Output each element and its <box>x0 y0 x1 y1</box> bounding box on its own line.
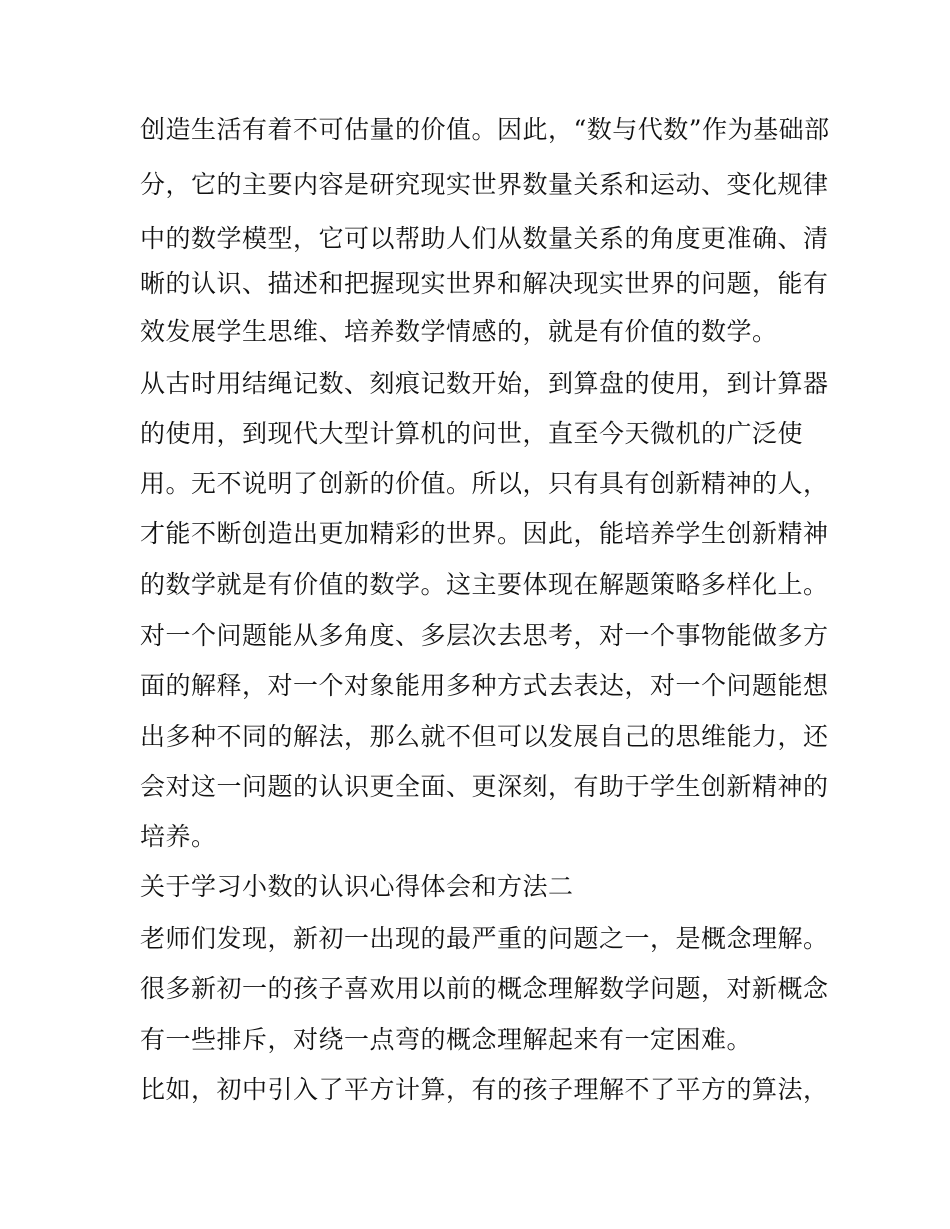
text-line: 分，它的主要内容是研究现实世界数量关系和运动、变化规律 <box>140 170 829 199</box>
text-line: 效发展学生思维、培养数学情感的，就是有价值的数学。 <box>140 317 778 346</box>
text-line: 晰的认识、描述和把握现实世界和解决现实世界的问题，能有 <box>140 269 829 298</box>
text-line: 从古时用结绳记数、刻痕记数开始，到算盘的使用，到计算器 <box>140 369 829 398</box>
text-line: 的使用，到现代大型计算机的问世，直至今天微机的广泛使 <box>140 419 804 448</box>
text-line: 对一个问题能从多角度、多层次去思考，对一个事物能做多方 <box>140 621 829 650</box>
text-line: 培养。 <box>140 822 217 851</box>
text-line: 比如，初中引入了平方计算，有的孩子理解不了平方的算法， <box>140 1075 829 1104</box>
section-heading: 关于学习小数的认识心得体会和方法二 <box>140 872 574 901</box>
text-line: 会对这一问题的认识更全面、更深刻，有助于学生创新精神的 <box>140 772 829 801</box>
text-line: 用。无不说明了创新的价值。所以，只有具有创新精神的人， <box>140 469 829 498</box>
text-line: 中的数学模型，它可以帮助人们从数量关系的角度更准确、清 <box>140 224 829 253</box>
text-line: 才能不断创造出更加精彩的世界。因此，能培养学生创新精神 <box>140 519 829 548</box>
text-line: 的数学就是有价值的数学。这主要体现在解题策略多样化上。 <box>140 570 829 599</box>
text-line: 很多新初一的孩子喜欢用以前的概念理解数学问题，对新概念 <box>140 974 829 1003</box>
text-line: 出多种不同的解法，那么就不但可以发展自己的思维能力，还 <box>140 722 829 751</box>
text-line: 面的解释，对一个对象能用多种方式去表达，对一个问题能想 <box>140 671 829 700</box>
text-line: 有一些排斥，对绕一点弯的概念理解起来有一定困难。 <box>140 1025 753 1054</box>
text-line: 老师们发现，新初一出现的最严重的问题之一，是概念理解。 <box>140 924 829 953</box>
text-line: 创造生活有着不可估量的价值。因此，“数与代数”作为基础部 <box>140 115 830 144</box>
